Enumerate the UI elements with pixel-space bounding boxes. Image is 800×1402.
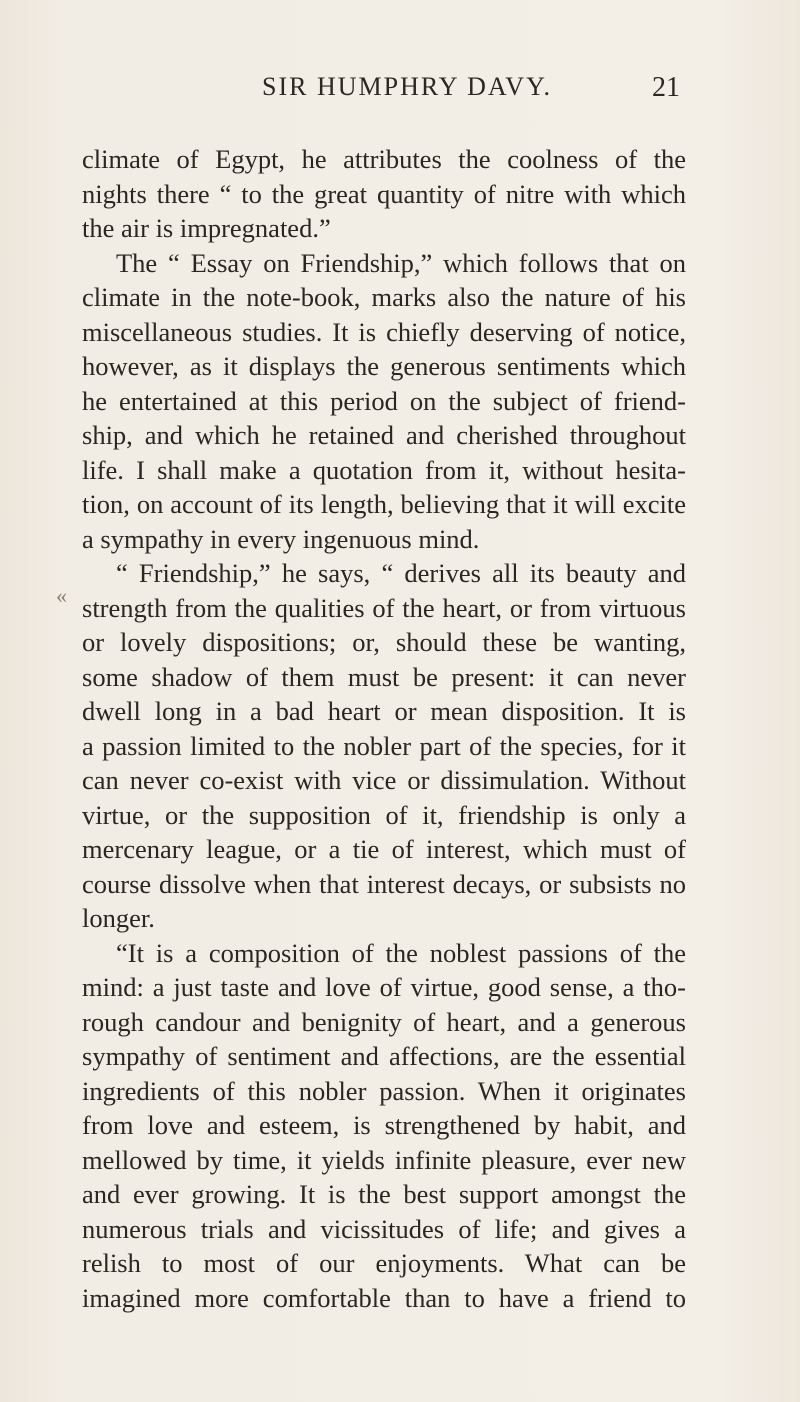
text-line: from love and esteem, is strengthened by habit, and — [82, 1110, 686, 1140]
text-line: he entertained at this period on the subject of friend- — [82, 385, 686, 416]
text-line: tion, on account of its length, believing that it will excite — [82, 489, 686, 519]
text-line: ship, and which he retained and cherished throughout — [82, 420, 686, 450]
running-head: SIR HUMPHRY DAVY. — [262, 72, 552, 101]
text-line: mind: a just taste and love of virtue, good sense, a tho- — [82, 972, 686, 1002]
text-line: miscellaneous studies. It is chiefly deserving of notice, — [82, 316, 686, 347]
text-line: mercenary league, or a tie of interest, which must of — [82, 834, 686, 864]
page-header — [0, 72, 800, 112]
body-text — [82, 142, 686, 1315]
text-line: numerous trials and vicissitudes of life; and gives a — [82, 1213, 686, 1244]
text-line: mellowed by time, it yields infinite pleasure, ever new — [82, 1144, 686, 1175]
text-line: “It is a composition of the noblest passions of the — [116, 937, 686, 968]
text-line: and ever growing. It is the best support amongst the — [82, 1179, 686, 1209]
text-line: strength from the qualities of the heart, or from virtuous — [82, 592, 686, 623]
text-line: longer. — [82, 903, 155, 933]
text-line: virtue, or the supposition of it, friendship is only a — [82, 799, 686, 830]
text-line: life. I shall make a quotation from it, without hesita- — [82, 454, 686, 485]
text-line: ingredients of this nobler passion. When it originates — [82, 1075, 686, 1106]
text-line: rough candour and benignity of heart, and a generous — [82, 1006, 686, 1037]
text-line: dwell long in a bad heart or mean disposition. It is — [82, 696, 686, 726]
text-line: imagined more comfortable than to have a friend to — [82, 1282, 686, 1313]
text-line: “ Friendship,” he says, “ derives all its beauty and — [116, 558, 686, 588]
text-line: however, as it displays the generous sentiments which — [82, 351, 686, 381]
text-line: a passion limited to the nobler part of the species, for it — [82, 730, 686, 761]
text-line: climate of Egypt, he attributes the coolness of the — [82, 144, 686, 174]
text-line: can never co-exist with vice or dissimulation. Without — [82, 765, 686, 795]
text-line: or lovely dispositions; or, should these be wanting, — [82, 627, 686, 657]
text-line: course dissolve when that interest decays, or subsists no — [82, 868, 686, 899]
margin-mark: « — [56, 583, 67, 608]
page-number: 21 — [652, 72, 680, 103]
text-line: sympathy of sentiment and affections, are the essential — [82, 1041, 686, 1071]
text-line: The “ Essay on Friendship,” which follows that on — [116, 247, 686, 278]
text-line: the air is impregnated.” — [82, 213, 331, 243]
text-line: a sympathy in every ingenuous mind. — [82, 523, 480, 554]
text-line: nights there “ to the great quantity of nitre with which — [82, 178, 686, 209]
text-line: some shadow of them must be present: it can never — [82, 661, 686, 692]
text-line: relish to most of our enjoyments. What can be — [82, 1248, 686, 1278]
text-line: climate in the note-book, marks also the nature of his — [82, 282, 686, 312]
